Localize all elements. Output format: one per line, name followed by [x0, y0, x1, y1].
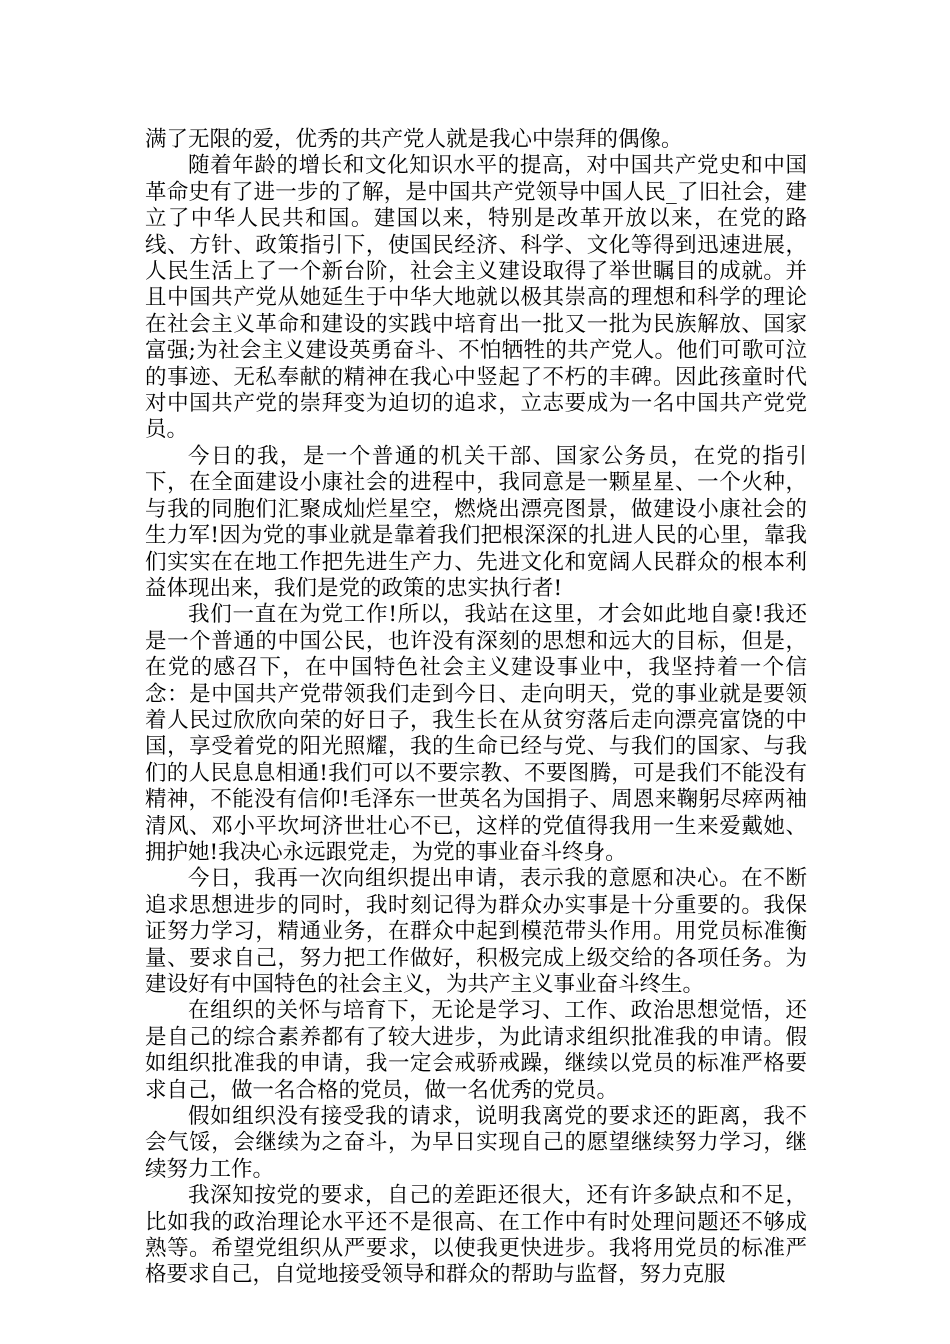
paragraph-6: 在组织的关怀与培育下，无论是学习、工作、政治思想觉悟，还是自己的综合素养都有了较大进步，为此请求组织批准我的申请。假如组织批准我的申请，我一定会戒骄戒躁，继续以党员的标准严格要求自己，做一名合格的党员，做一名优秀的党员。 [145, 998, 807, 1103]
paragraph-8: 我深知按党的要求，自己的差距还很大，还有许多缺点和不足，比如我的政治理论水平还不是很高、在工作中有时处理问题还不够成熟等。希望党组织从严要求，以使我更快进步。我将用党员的标准严格要求自己，自觉地接受领导和群众的帮助与监督，努力克服 [145, 1183, 807, 1288]
paragraph-3: 今日的我，是一个普通的机关干部、国家公务员，在党的指引下，在全面建设小康社会的进程中，我同意是一颗星星、一个火种，与我的同胞们汇聚成灿烂星空，燃烧出漂亮图景，做建设小康社会的生力军!因为党的事业就是靠着我们把根深深的扎进人民的心里，靠我们实实在在地工作把先进生产力、先进文化和宽阔人民群众的根本利益体现出来，我们是党的政策的忠实执行者! [145, 443, 807, 601]
document-body [145, 127, 807, 1289]
paragraph-2: 随着年龄的增长和文化知识水平的提高，对中国共产党史和中国革命史有了进一步的了解，是中国共产党领导中国人民_了旧社会，建立了中华人民共和国。建国以来，特别是改革开放以来，在党的路线、方针、政策指引下，使国民经济、科学、文化等得到迅速进展，人民生活上了一个新台阶，社会主义建设取得了举世瞩目的成就。并且中国共产党从她延生于中华大地就以极其崇高的理想和科学的理论在社会主义革命和建设的实践中培育出一批又一批为民族解放、国家富强;为社会主义建设英勇奋斗、不怕牺牲的共产党人。他们可歌可泣的事迹、无私奉献的精神在我心中竖起了不朽的丰碑。因此孩童时代对中国共产党的崇拜变为迫切的追求，立志要成为一名中国共产党党员。 [145, 153, 807, 443]
paragraph-7: 假如组织没有接受我的请求，说明我离党的要求还的距离，我不会气馁，会继续为之奋斗，为早日实现自己的愿望继续努力学习，继续努力工作。 [145, 1104, 807, 1182]
paragraph-5: 今日，我再一次向组织提出申请，表示我的意愿和决心。在不断追求思想进步的同时，我时刻记得为群众办实事是十分重要的。我保证努力学习，精通业务，在群众中起到模范带头作用。用党员标准衡量、要求自己，努力把工作做好，积极完成上级交给的各项任务。为建设好有中国特色的社会主义，为共产主义事业奋斗终生。 [145, 866, 807, 997]
paragraph-1: 满了无限的爱，优秀的共产党人就是我心中崇拜的偶像。 [145, 127, 683, 152]
paragraph-4: 我们一直在为党工作!所以，我站在这里，才会如此地自豪!我还是一个普通的中国公民，也许没有深刻的思想和远大的目标，但是，在党的感召下，在中国特色社会主义建设事业中，我坚持着一个信念：是中国共产党带领我们走到今日、走向明天，党的事业就是要领着人民过欣欣向荣的好日子，我生长在从贫穷落后走向漂亮富饶的中国，享受着党的阳光照耀，我的生命已经与党、与我们的国家、与我们的人民息息相通!我们可以不要宗教、不要图腾，可是我们不能没有精神，不能没有信仰!毛泽东一世英名为国捐子、周恩来鞠躬尽瘁两袖清风、邓小平坎坷济世壮心不已，这样的党值得我用一生来爱戴她、拥护她!我决心永远跟党走，为党的事业奋斗终身。 [145, 602, 807, 865]
